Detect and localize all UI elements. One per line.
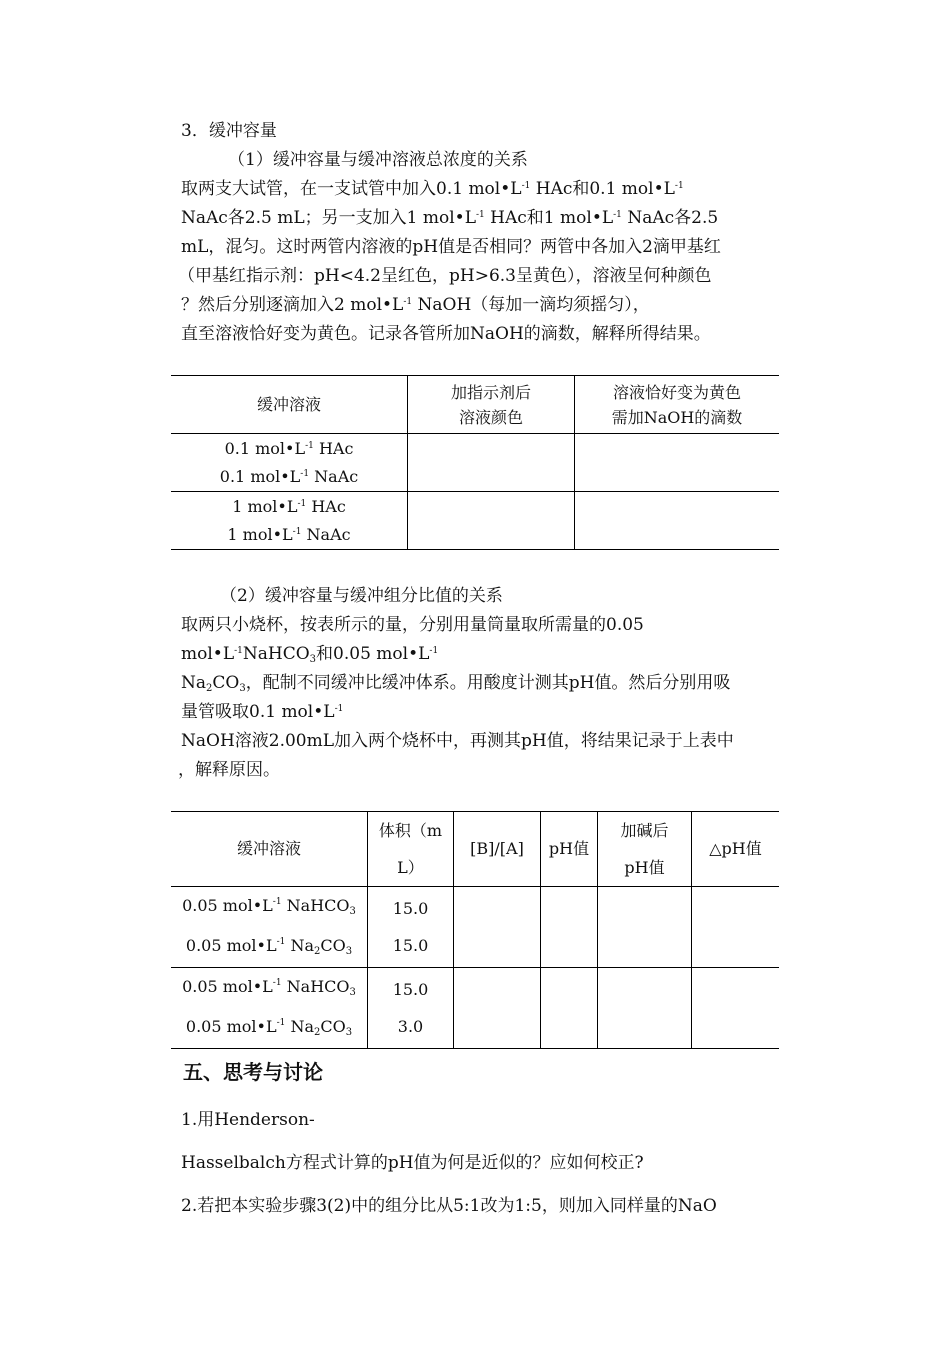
- table-cell: 15.0 15.0: [368, 887, 454, 968]
- table-cell: [692, 887, 780, 968]
- paragraph-line: 直至溶液恰好变为黄色。记录各管所加NaOH的滴数，解释所得结果。: [181, 324, 711, 344]
- table-header: △pH值: [692, 812, 780, 887]
- table-cell: 0.05 $mol•L^{-1}$ NaHCO$_3$ 0.05 $mol•L^{-1}$ $Na_2CO_3$: [171, 887, 368, 968]
- table-cell: [575, 434, 780, 492]
- table-cell: [692, 968, 780, 1049]
- table-buffer-ratio: [171, 811, 779, 1049]
- paragraph-line: NaOH溶液2.00mL加入两个烧杯中，再测其pH值，将结果记录于上表中: [181, 731, 734, 751]
- paragraph-line: 量管吸取0.1 $mol•L^{-1}$: [181, 702, 344, 722]
- paragraph-line: ？然后分别逐滴加入2 $mol•L^{-1}$ NaOH（每加一滴均须摇匀），: [181, 295, 650, 315]
- table-header: pH值: [541, 812, 598, 887]
- paragraph-line: $mol•L^{-1}NaHCO_3$和0.05 $mol•L^{-1}$: [181, 644, 439, 665]
- subsection-2-title: （2）缓冲容量与缓冲组分比值的关系: [220, 586, 503, 606]
- table-cell: [408, 434, 575, 492]
- section-heading: 五、思考与讨论: [183, 1060, 323, 1084]
- table-cell: [598, 968, 692, 1049]
- table-cell: [575, 492, 780, 550]
- paragraph-line: （甲基红指示剂：pH<4.2呈红色，pH>6.3呈黄色），溶液呈何种颜色: [178, 266, 712, 286]
- table-cell: [541, 887, 598, 968]
- table-cell: 0.1 $mol•L^{-1}$ HAc 0.1 $mol•L^{-1}$ NaAc: [171, 434, 408, 492]
- table-header: 缓冲溶液: [171, 812, 368, 887]
- paragraph-line: 取两只小烧杯，按表所示的量，分别用量筒量取所需量的0.05: [181, 615, 644, 635]
- table-cell: [454, 887, 541, 968]
- table-header: [B]/[A]: [454, 812, 541, 887]
- table-cell: 1 $mol•L^{-1}$ HAc 1 $mol•L^{-1}$ NaAc: [171, 492, 408, 550]
- paragraph-line: mL，混匀。这时两管内溶液的pH值是否相同？两管中各加入2滴甲基红: [181, 237, 721, 257]
- table-buffer-concentration: [171, 375, 779, 550]
- table-cell: [598, 887, 692, 968]
- table-cell: [408, 492, 575, 550]
- table-cell: 15.0 3.0: [368, 968, 454, 1049]
- table-header: 溶液恰好变为黄色 需加NaOH的滴数: [575, 376, 780, 434]
- table-cell: [454, 968, 541, 1049]
- table-header: 加碱后 pH值: [598, 812, 692, 887]
- paragraph-line: Hasselbalch方程式计算的pH值为何是近似的？应如何校正?: [181, 1153, 644, 1173]
- table-header: 体积（m L）: [368, 812, 454, 887]
- paragraph-line: ，解释原因。: [178, 760, 280, 780]
- section-title: 3．缓冲容量: [181, 121, 277, 141]
- paragraph-line: 1.用Henderson-: [181, 1110, 315, 1130]
- paragraph-line: NaAc各2.5 mL；另一支加入1 $mol•L^{-1}$ HAc和1 $mol•L^{-1}$ NaAc各2.5: [181, 208, 719, 228]
- table-cell: [541, 968, 598, 1049]
- paragraph-line: 2.若把本实验步骤3(2)中的组分比从5:1改为1:5，则加入同样量的NaO: [181, 1196, 717, 1216]
- table-header: 加指示剂后 溶液颜色: [408, 376, 575, 434]
- subsection-1-title: （1）缓冲容量与缓冲溶液总浓度的关系: [228, 150, 528, 170]
- table-cell: 0.05 $mol•L^{-1}$ NaHCO$_3$ 0.05 $mol•L^{-1}$ $Na_2CO_3$: [171, 968, 368, 1049]
- paragraph-line: $Na_2CO_3$，配制不同缓冲比缓冲体系。用酸度计测其pH值。然后分别用吸: [181, 673, 731, 694]
- table-header: 缓冲溶液: [171, 376, 408, 434]
- paragraph-line: 取两支大试管，在一支试管中加入0.1 $mol•L^{-1}$ HAc和0.1 $mol•L^{-1}$: [181, 179, 684, 199]
